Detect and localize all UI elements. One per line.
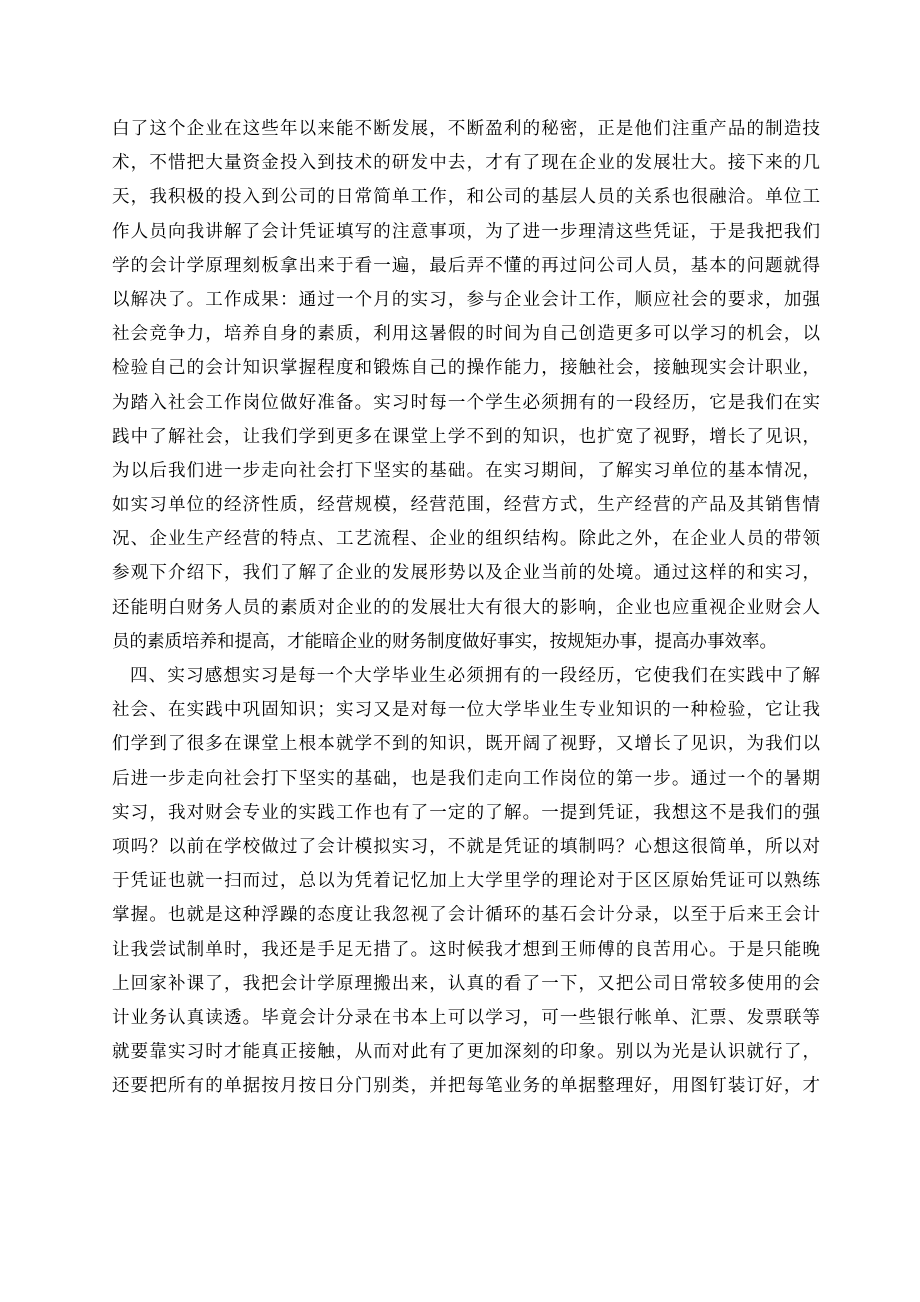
text-line: 社会竞争力，培养自身的素质，利用这暑假的时间为自己创造更多可以学习的机会，以	[112, 324, 820, 345]
text-line: 天，我积极的投入到公司的日常简单工作，和公司的基层人员的关系也很融洽。单位工	[112, 187, 820, 208]
text-line: 以解决了。工作成果：通过一个月的实习，参与企业会计工作，顺应社会的要求，加强	[112, 289, 820, 310]
text-line: 后进一步走向社会打下坚实的基础，也是我们走向工作岗位的第一步。通过一个的暑期	[112, 768, 820, 789]
text-line: 让我尝试制单时，我还是手足无措了。这时候我才想到王师傅的良苦用心。于是只能晚	[112, 939, 820, 960]
text-line: 学的会计学原理刻板拿出来于看一遍，最后弄不懂的再过问公司人员，基本的问题就得	[112, 255, 820, 276]
document-body	[112, 112, 820, 1103]
text-line: 术，不惜把大量资金投入到技术的研发中去，才有了现在企业的发展壮大。接下来的几	[112, 153, 820, 174]
text-line: 于凭证也就一扫而过，总以为凭着记忆加上大学里学的理论对于区区原始凭证可以熟练	[112, 871, 820, 892]
text-line: 为踏入社会工作岗位做好准备。实习时每一个学生必须拥有的一段经历，它是我们在实	[112, 392, 820, 413]
text-line: 还能明白财务人员的素质对企业的的发展壮大有很大的影响，企业也应重视企业财会人	[112, 597, 820, 618]
text-line: 员的素质培养和提高，才能暗企业的财务制度做好事实，按规矩办事，提高办事效率。	[112, 631, 777, 652]
text-line: 计业务认真读透。毕竟会计分录在书本上可以学习，可一些银行帐单、汇票、发票联等	[112, 1007, 820, 1028]
text-line: 践中了解社会，让我们学到更多在课堂上学不到的知识，也扩宽了视野，增长了见识，	[112, 426, 820, 447]
text-line: 参观下介绍下，我们了解了企业的发展形势以及企业当前的处境。通过这样的和实习，	[112, 563, 820, 584]
paragraph-2	[112, 659, 820, 1103]
text-line: 况、企业生产经营的特点、工艺流程、企业的组织结构。除此之外，在企业人员的带领	[112, 529, 820, 550]
text-line: 作人员向我讲解了会计凭证填写的注意事项，为了进一步理清这些凭证，于是我把我们	[112, 221, 820, 242]
text-line: 还要把所有的单据按月按日分门别类，并把每笔业务的单据整理好，用图钉装订好，才	[112, 1076, 820, 1097]
text-line: 四、实习感想实习是每一个大学毕业生必须拥有的一段经历，它使我们在实践中了解	[130, 666, 820, 686]
text-line: 上回家补课了，我把会计学原理搬出来，认真的看了一下，又把公司日常较多使用的会	[112, 973, 820, 994]
text-line: 检验自己的会计知识掌握程度和锻炼自己的操作能力，接触社会，接触现实会计职业，	[112, 358, 820, 379]
text-line: 掌握。也就是这种浮躁的态度让我忽视了会计循环的基石会计分录，以至于后来王会计	[112, 905, 820, 926]
paragraph-1	[112, 112, 820, 659]
text-line: 社会、在实践中巩固知识；实习又是对每一位大学毕业生专业知识的一种检验，它让我	[112, 700, 820, 721]
text-line: 如实习单位的经济性质，经营规模，经营范围，经营方式，生产经营的产品及其销售情	[112, 495, 820, 516]
text-line: 项吗？以前在学校做过了会计模拟实习，不就是凭证的填制吗？心想这很简单，所以对	[112, 836, 820, 857]
text-line: 为以后我们进一步走向社会打下坚实的基础。在实习期间，了解实习单位的基本情况，	[112, 460, 820, 481]
text-line: 就要靠实习时才能真正接触，从而对此有了更加深刻的印象。别以为光是认识就行了，	[112, 1042, 820, 1063]
text-line: 们学到了很多在课堂上根本就学不到的知识，既开阔了视野，又增长了见识，为我们以	[112, 734, 820, 755]
text-line: 白了这个企业在这些年以来能不断发展，不断盈利的秘密，正是他们注重产品的制造技	[112, 119, 820, 139]
text-line: 实习，我对财会专业的实践工作也有了一定的了解。一提到凭证，我想这不是我们的强	[112, 802, 820, 823]
